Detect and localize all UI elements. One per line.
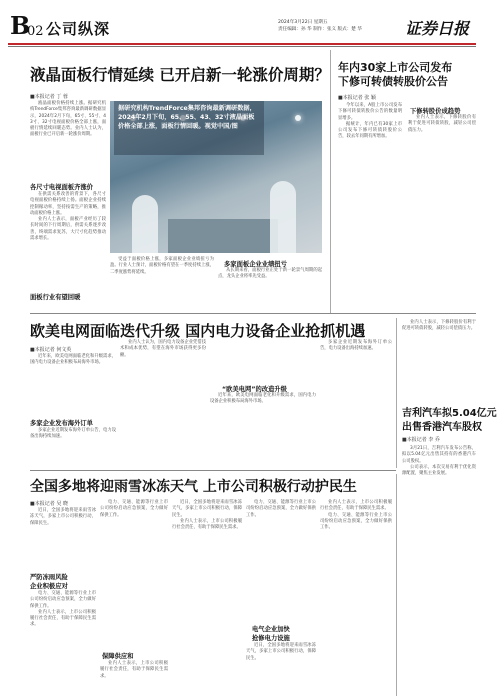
photo-worker (132, 195, 158, 253)
column-divider (396, 474, 397, 696)
editor-credits: 责任编辑：孙 华 制作：张义 版式：楚 华 (278, 27, 362, 32)
mid-subhead-2: “欧美电网”的改造升级 (222, 386, 287, 393)
masthead-rule (8, 43, 476, 45)
bottom-column-5 (320, 500, 392, 695)
bottom-column-2a (100, 500, 168, 646)
section-rule (30, 313, 476, 314)
mid-paragraph: 业内人士认为，国内电力设备企业凭借技术和成本优势，有望在海外市场获得更多份额。 (120, 340, 206, 358)
photo-worker (270, 181, 296, 253)
bottom-subhead-2: 企业积极应对 (30, 583, 68, 590)
bottom-paragraph: 近日，全国多地将迎来雨雪冰冻天气，多家上市公司积极行动，保障民生。 (246, 643, 316, 661)
right-mid-paragraph: 业内人士表示，下修转股价有利于促进可转债转股，减轻公司偿债压力。 (402, 320, 476, 332)
mid-column-4 (320, 340, 392, 415)
bottom-column-2b (100, 661, 168, 695)
bottom-column-4a (246, 500, 316, 618)
photo-machine (168, 219, 278, 253)
page-number: 02 (27, 24, 44, 39)
lead-subhead-2: 多家面板企业业绩扭亏 (224, 261, 287, 268)
mid-paragraph: 多家企业近期发布海外订单公告，电力设备出海持续加速。 (30, 428, 116, 440)
right-mid-column (402, 446, 476, 695)
right-mid-headline-2: 出售香港汽车股权 (402, 422, 482, 433)
mid-column-3 (210, 393, 316, 468)
mid-column-2 (120, 340, 206, 468)
lead-byline: ■本报记者 丁 蓉 (30, 94, 68, 100)
bottom-paragraph: 业内人士表示，上市公司积极履行社会责任，有助于保障民生需求。 (30, 609, 96, 628)
right-top-paragraph: 业内人士表示，下修转股价有利于促进可转债转股，减轻公司偿债压力。 (408, 115, 476, 133)
bottom-paragraph: 电力、交通、能源等行业上市公司纷纷启动应急预案，全力做好保供工作。 (246, 500, 316, 518)
mid-column-1a (30, 354, 116, 414)
bottom-subhead-3: 保障供应和 (102, 653, 134, 660)
lead-paragraph: 从长期来看，面板行业正处于新一轮景气周期的起点，龙头企业将率先受益。 (218, 268, 322, 280)
right-mid-paragraph: 3月21日，吉利汽车发布公告称，拟以5.04亿元出售其持有的香港汽车公司股权。 (402, 446, 476, 464)
bottom-paragraph: 电力、交通、能源等行业上市公司纷纷启动应急预案，全力做好保供工作。 (30, 591, 96, 609)
photo-lamp (295, 115, 301, 121)
photo-caption: 据研究机构TrendForce集邦咨询最新调研数据，2024年2月下旬，65、55、43、32寸液晶面板价格全部上涨，面板行情回暖。视觉中国/图 (118, 105, 256, 130)
lead-paragraph: 在供需关系改善的背景下，各尺寸电视面板价格持续上扬。面板企业持续控制稼动率，坚持按需生产的策略，推动面板价格上涨。 (30, 192, 106, 216)
right-top-column-2 (408, 115, 476, 308)
right-mid-headline-1: 吉利汽车拟5.04亿元 (402, 408, 497, 419)
mid-paragraph: 多家企业近期发布海外订单公告，电力设备出海持续加速。 (320, 340, 392, 352)
bottom-headline: 全国多地将迎雨雪冰冻天气 上市公司积极行动护民生 (30, 479, 357, 495)
bottom-paragraph: 电力、交通、能源等行业上市公司纷纷启动应急预案，全力做好保供工作。 (100, 500, 168, 518)
lead-column-3 (218, 268, 322, 290)
mid-byline: ■本报记者 何文英 (30, 347, 72, 353)
bottom-paragraph: 业内人士表示，上市公司积极履行社会责任，有助于保障民生需求。 (172, 518, 242, 531)
lead-column-1a (30, 101, 106, 173)
page-letter: B (10, 11, 31, 40)
bottom-paragraph: 近日，全国多地将迎来雨雪冰冻天气，多家上市公司积极行动，保障民生。 (30, 508, 96, 526)
lead-column-2 (110, 257, 214, 289)
lead-paragraph: 业内人士表示，面板产业经历了较长时间的下行周期后，供需关系逐步改善，终端需求复苏，大尺寸化趋势推动需求增长。 (30, 217, 106, 242)
newspaper-logo: 证券日报 (405, 19, 470, 38)
mid-headline: 欧美电网面临迭代升级 国内电力设备企业抢抓机遇 (30, 322, 366, 340)
right-top-column-1 (338, 103, 402, 308)
column-divider (330, 50, 331, 313)
bottom-paragraph: 业内人士表示，上市公司积极履行社会责任，有助于保障民生需求。 (320, 500, 392, 512)
right-top-byline: ■本报记者 张 颖 (338, 95, 376, 101)
right-mid-lead-column (402, 320, 476, 398)
bottom-column-3 (172, 500, 242, 695)
bottom-column-1b (30, 591, 96, 695)
bottom-column-1a (30, 508, 96, 570)
right-top-subhead: 下修转股价成趋势 (410, 108, 461, 115)
lead-headline: 液晶面板行情延续 已开启新一轮涨价周期？ (30, 66, 330, 84)
mid-subhead-1: 多家企业发布海外订单 (30, 420, 93, 427)
masthead (0, 0, 484, 44)
bottom-paragraph: 电力、交通、能源等行业上市公司纷纷启动应急预案，全力做好保供工作。 (320, 512, 392, 531)
right-top-headline-1: 年内30家上市公司发布 (338, 61, 453, 74)
column-divider (396, 318, 397, 468)
bottom-paragraph: 业内人士表示，上市公司积极履行社会责任，有助于保障民生需求。 (100, 661, 168, 679)
bottom-paragraph: 近日，全国多地将迎来雨雪冰冻天气，多家上市公司积极行动，保障民生。 (172, 500, 242, 518)
section-rule (30, 470, 396, 471)
mid-column-1b (30, 428, 116, 468)
lead-subhead-3: 面板行业有望回暖 (30, 294, 81, 301)
section-name: 公司纵深 (46, 20, 111, 38)
issue-date: 2024年3月22日 星期五 (278, 20, 328, 25)
lead-paragraph: 受益于面板价格上涨，多家面板企业业绩扭亏为盈。行业人士预计，面板价格有望在一季度持续上涨，二季度涨势将延续。 (110, 257, 214, 275)
right-mid-byline: ■本报记者 李 乔 (402, 437, 440, 443)
bottom-subhead-1: 严防冻雨风险 (30, 574, 68, 581)
right-top-headline-2: 下修可转债转股价公告 (338, 75, 448, 88)
right-top-paragraph: 据统计，年内已有30家上市公司发布下修可转债转股价公告，较去年同期有所增加。 (338, 121, 402, 140)
bottom-column-4b (246, 643, 316, 695)
mid-paragraph: 近年来，欧美电网面临老化和升级需求，国内电力设备企业积极布局海外市场。 (30, 354, 116, 366)
bottom-subhead-4: 电气企业加快 (252, 626, 290, 633)
lead-column-1b (30, 192, 106, 288)
lead-paragraph: 液晶面板价格持续上涨。据研究机构TrendForce集邦咨询最新调研数据显示，2024年2月下旬，65寸、55寸、43寸、32寸电视面板价格全部上涨，面板行情延续回暖态势。业内人士认为，面板行业已开启新一轮涨价周期。 (30, 101, 106, 138)
lead-subhead-1: 各尺寸电视面板齐涨价 (30, 184, 93, 191)
bottom-byline: ■本报记者 吴 晓 (30, 501, 68, 507)
right-mid-paragraph: 公司表示，本次交易有利于优化资源配置，聚焦主业发展。 (402, 464, 476, 477)
right-top-paragraph: 今年以来，A股上市公司发布下修可转债转股价公告的数量明显增多。 (338, 103, 402, 121)
masthead-rule-thin (8, 46, 476, 47)
bottom-subhead-5: 抢修电力设施 (252, 635, 290, 642)
mid-paragraph: 近年来，欧美电网面临老化和升级需求，国内电力设备企业积极布局海外市场。 (210, 393, 316, 405)
